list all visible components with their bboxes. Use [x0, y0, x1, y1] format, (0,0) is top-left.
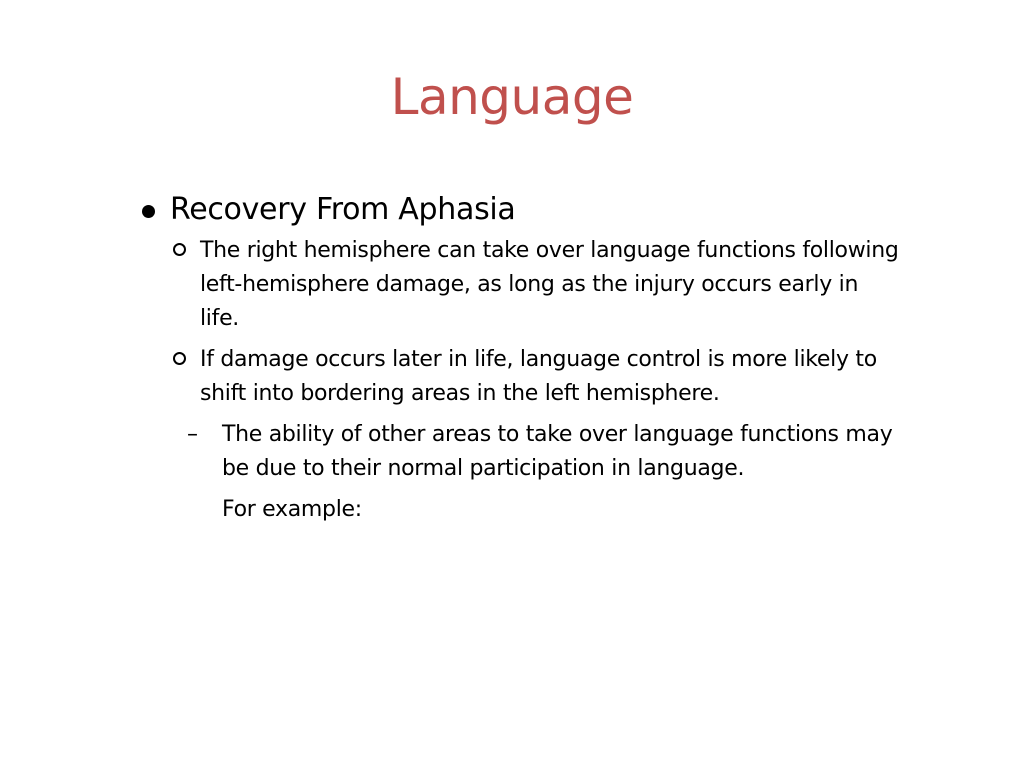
bullet-text: The right hemisphere can take over language functions following left-hemisphere damage, as long as the injury occurs early in life.: [200, 238, 899, 331]
bullet-level2: [140, 234, 900, 336]
slide-body: [140, 190, 900, 527]
bullet-level2: [140, 343, 900, 411]
bullet-text: Recovery From Aphasia: [170, 192, 516, 227]
bullet-text: For example:: [222, 497, 362, 522]
hollow-bullet-icon: [173, 352, 186, 365]
bullet-level3: [140, 418, 900, 486]
hollow-bullet-icon: [173, 243, 186, 256]
bullet-continuation: [140, 493, 900, 527]
bullet-text: If damage occurs later in life, language control is more likely to shift into bordering areas in the left hemisphere.: [200, 347, 877, 406]
bullet-level1: [140, 190, 900, 230]
filled-bullet-icon: [142, 205, 155, 218]
dash-bullet-icon: –: [187, 422, 198, 447]
slide-title: Language: [390, 68, 634, 126]
bullet-text: The ability of other areas to take over language functions may be due to their normal participation in language.: [222, 422, 893, 481]
